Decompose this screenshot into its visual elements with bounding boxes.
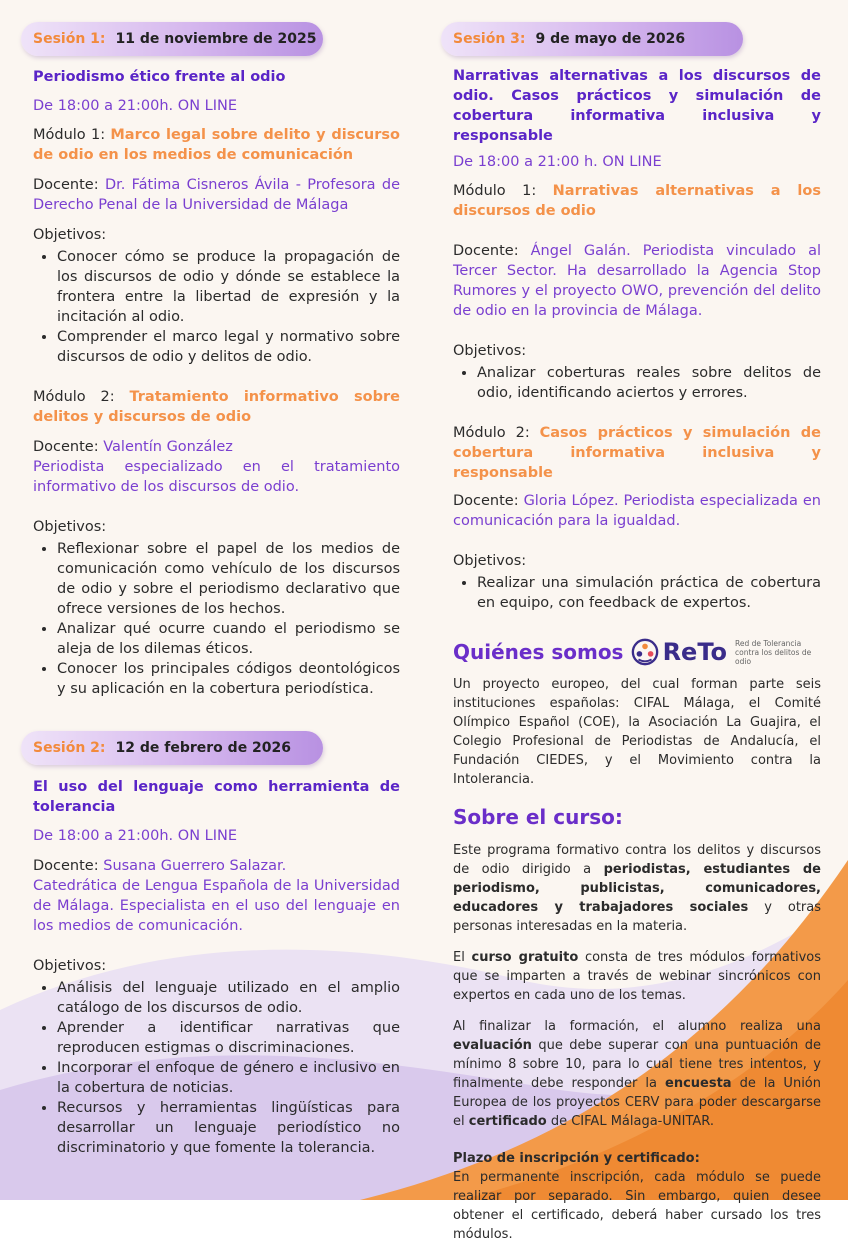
session-1-module-2-teacher <box>33 437 400 457</box>
reto-logo-text: ReTo <box>662 638 728 666</box>
bold-span: evaluación <box>453 1038 532 1053</box>
session-2-pill <box>21 731 323 765</box>
session-1-module-1-objectives <box>33 247 400 367</box>
bold-span: certificado <box>468 1114 547 1129</box>
objectives-label: Objetivos: <box>33 958 107 974</box>
sobre-curso-heading: Sobre el curso: <box>453 805 623 829</box>
session-2-title: El uso del lenguaje como herramienta de tolerancia <box>33 779 400 815</box>
module-1-title: Marco legal sobre delito y discurso de odio en los medios de comunicación <box>33 127 400 163</box>
objective-item: • Incorporar el enfoque de género e inclusivo en la cobertura de noticias. <box>57 1058 400 1098</box>
objective-item: • Análisis del lenguaje utilizado en el amplio catálogo de los discursos de odio. <box>57 978 400 1018</box>
session-3-module-1-teacher <box>453 241 821 321</box>
session-3-module-2 <box>453 423 821 483</box>
objective-item: • Recursos y herramientas lingüísticas para desarrollar un lenguaje periodístico no discriminatorio y que fomente la tolerancia. <box>57 1098 400 1158</box>
text-span: de CIFAL Málaga-UNITAR. <box>546 1114 714 1129</box>
objectives-label: Objetivos: <box>33 519 107 535</box>
module-1-prefix: Módulo 1: <box>33 127 111 143</box>
session-1-title: Periodismo ético frente al odio <box>33 69 286 85</box>
sobre-curso-p2 <box>453 948 821 1005</box>
quienes-somos-header <box>453 637 821 667</box>
session-2-date: 12 de febrero de 2026 <box>115 740 292 756</box>
session-1-module-2 <box>33 387 400 427</box>
objective-item: • Aprender a identificar narrativas que reproducen estigmas o discriminaciones. <box>57 1018 400 1058</box>
objective-item: • Conocer los principales códigos deontológicos y su aplicación en la cobertura periodística. <box>57 659 400 699</box>
teacher-prefix: Docente: <box>33 858 104 874</box>
sobre-curso-p1 <box>453 841 821 936</box>
session-1-label: Sesión 1: <box>33 31 106 47</box>
session-3-module-2-teacher <box>453 491 821 531</box>
session-2-teacher-desc: Catedrática de Lengua Española de la Universidad de Málaga. Especialista en el uso del lenguaje en los medios de comunicación. <box>33 878 400 934</box>
teacher-name: Ángel Galán. Periodista vinculado al Tercer Sector. Ha desarrollado la Agencia Stop Rumores y el proyecto OWO, prevención del delito de odio en la provincia de Málaga. <box>453 243 821 319</box>
session-2-objectives <box>33 978 400 1158</box>
plazo-text: En permanente inscripción, cada módulo se puede realizar por separado. Sin embargo, quien desee obtener el certificado, deberá haber cursado los tres módulos. <box>453 1170 821 1242</box>
session-3-module-2-objectives <box>453 573 821 613</box>
objective-item: • Realizar una simulación práctica de cobertura en equipo, con feedback de expertos. <box>477 573 821 613</box>
session-1-module-2-teacher-desc: Periodista especializado en el tratamiento informativo de los discursos de odio. <box>33 459 400 495</box>
session-1-module-1-teacher <box>33 175 400 215</box>
session-3-time: De 18:00 a 21:00 h. ON LINE <box>453 154 662 170</box>
quienes-somos-text: Un proyecto europeo, del cual forman parte seis instituciones españolas: CIFAL Málaga, el Comité Olímpico Español (COE), la Asociación La Guajira, el Colegio Profesional de Periodistas de Andalucía, el Fundación CIEDES, y el Movimiento contra la Intolerancia. <box>453 677 821 787</box>
quienes-somos-heading: Quiénes somos <box>453 640 624 664</box>
session-2-time: De 18:00 a 21:00h. ON LINE <box>33 828 238 844</box>
module-2-prefix: Módulo 2: <box>33 389 130 405</box>
objective-item: • Comprender el marco legal y normativo sobre discursos de odio y delitos de odio. <box>57 327 400 367</box>
left-column <box>33 22 400 1158</box>
teacher-name: Gloria López. Periodista especializada en comunicación para la igualdad. <box>453 493 821 529</box>
module-2-prefix: Módulo 2: <box>453 425 540 441</box>
text-span: que debe superar con una puntuación de mínimo 8 sobre 10, para lo cual tiene tres intentos, y finalmente debe responder la <box>453 1038 821 1091</box>
session-3-label: Sesión 3: <box>453 31 526 47</box>
text-span: Al finalizar la formación, el alumno realiza una <box>453 1019 821 1034</box>
text-span: y otras personas interesadas en la materia. <box>453 900 822 934</box>
teacher-name: Dr. Fátima Cisneros Ávila - Profesora de Derecho Penal de la Universidad de Málaga <box>33 177 400 213</box>
teacher-name: Susana Guerrero Salazar. <box>103 858 287 874</box>
objective-item: • Analizar qué ocurre cuando el periodismo se aleja de los dilemas éticos. <box>57 619 400 659</box>
teacher-prefix: Docente: <box>453 493 524 509</box>
text-span: El <box>453 950 472 965</box>
module-1-title: Narrativas alternativas a los discursos de odio <box>453 183 821 219</box>
teacher-prefix: Docente: <box>33 177 105 193</box>
bold-span: curso gratuito <box>471 950 579 965</box>
module-1-prefix: Módulo 1: <box>453 183 553 199</box>
module-2-title: Tratamiento informativo sobre delitos y discursos de odio <box>33 389 400 425</box>
teacher-prefix: Docente: <box>33 439 104 455</box>
session-3-title: Narrativas alternativas a los discursos de odio. Casos prácticos y simulación de cobertura informativa inclusiva y responsable <box>453 68 821 144</box>
reto-logo-icon <box>631 637 659 667</box>
objectives-label: Objetivos: <box>453 553 527 569</box>
session-1-module-2-objectives <box>33 539 400 699</box>
text-span: Este programa formativo contra los delitos y discursos de odio dirigido a <box>453 843 821 877</box>
session-1-date: 11 de noviembre de 2025 <box>115 31 317 47</box>
teacher-prefix: Docente: <box>453 243 531 259</box>
session-2-label: Sesión 2: <box>33 740 106 756</box>
plazo-title: Plazo de inscripción y certificado: <box>453 1151 700 1166</box>
objective-item: • Conocer cómo se produce la propagación de los discursos de odio y dónde se establece la frontera entre la libertad de expresión y la incitación al odio. <box>57 247 400 327</box>
session-3-date: 9 de mayo de 2026 <box>535 31 686 47</box>
session-3-module-1 <box>453 181 821 221</box>
objective-item: • Reflexionar sobre el papel de los medios de comunicación como vehículo de los discursos de odio y sobre el periodismo declarativo que ofrece versiones de los hechos. <box>57 539 400 619</box>
session-3-pill <box>441 22 743 56</box>
right-column <box>453 22 821 1244</box>
reto-logo-subtitle: Red de Tolerancia contra los delitos de odio <box>735 638 812 666</box>
text-span: de la Unión Europea de los proyectos CERV para poder descargarse el <box>453 1076 821 1129</box>
text-span: consta de tres módulos formativos que se imparten a través de webinar sincrónicos con expertos en cada uno de los temas. <box>453 950 821 1003</box>
objective-item: • Analizar coberturas reales sobre delitos de odio, identificando aciertos y errores. <box>477 363 821 403</box>
module-2-title: Casos prácticos y simulación de cobertura informativa inclusiva y responsable <box>453 425 821 481</box>
objectives-label: Objetivos: <box>33 227 107 243</box>
objectives-label: Objetivos: <box>453 343 527 359</box>
bold-span: periodistas, estudiantes de periodismo, publicistas, comunicadores, educadores y trabajadores sociales <box>453 862 822 915</box>
session-3-module-1-objectives <box>453 363 821 403</box>
teacher-name: Valentín González <box>103 439 233 455</box>
sobre-curso-p3 <box>453 1017 821 1131</box>
session-1-module-1 <box>33 125 400 165</box>
bold-span: encuesta <box>665 1076 732 1091</box>
session-1-pill <box>21 22 323 56</box>
session-1-time: De 18:00 a 21:00h. ON LINE <box>33 98 238 114</box>
session-2-teacher <box>33 856 400 876</box>
